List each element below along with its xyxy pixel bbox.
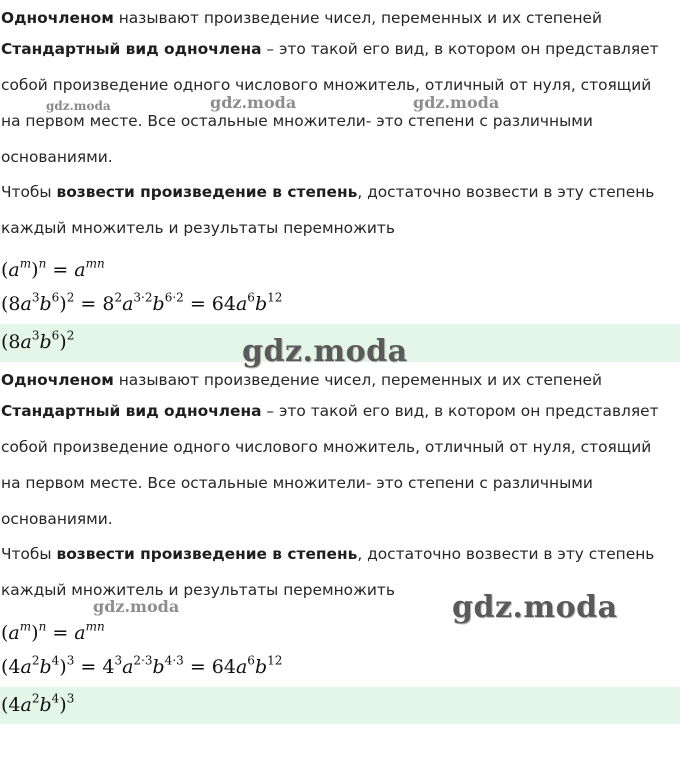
standard-form-line-2: собой произведение одного числового множитель, отличный от нуля, стоящий [1, 76, 652, 94]
answer-formula: $(8a^3b^6)^2$ [1, 328, 75, 353]
watermark: gdz.moda [242, 334, 408, 369]
standard-form-line-2: собой произведение одного числового множитель, отличный от нуля, стоящий [1, 438, 652, 456]
watermark: gdz.moda [93, 597, 180, 616]
standard-form-line-3: на первом месте. Все остальные множители- это степени с различными [1, 112, 593, 130]
term-power-of-product: возвести произведение в степень [56, 183, 358, 201]
calculation-formula: $(4a^2b^4)^3 = 4^3a^{2\cdot 3}b^{4\cdot 3} = 64a^6b^{12}$ [1, 653, 283, 678]
term-monomial: Одночленом [1, 9, 114, 27]
power-rule-text-line-2: каждый множитель и результаты перемножить [1, 581, 395, 599]
standard-form-definition: Стандартный вид одночлена – это такой его вид, в котором он представляет [1, 402, 659, 420]
term-power-of-product: возвести произведение в степень [56, 545, 358, 563]
standard-form-line-4: основаниями. [1, 148, 113, 166]
standard-form-definition: Стандартный вид одночлена – это такой его вид, в котором он представляет [1, 40, 659, 58]
monomial-definition: Одночленом называют произведение чисел, переменных и их степеней [1, 371, 602, 389]
power-rule-text-line-2: каждый множитель и результаты перемножить [1, 219, 395, 237]
calculation-formula: $(8a^3b^6)^2 = 8^2a^{3\cdot 2}b^{6\cdot 2} = 64a^6b^{12}$ [1, 290, 283, 315]
power-rule-text: Чтобы возвести произведение в степень, достаточно возвести в эту степень [1, 183, 655, 201]
term-standard-form: Стандартный вид одночлена [1, 40, 262, 58]
power-rule-text: Чтобы возвести произведение в степень, достаточно возвести в эту степень [1, 545, 655, 563]
watermark: gdz.moda [452, 590, 618, 625]
term-standard-form: Стандартный вид одночлена [1, 402, 262, 420]
power-rule-formula: $(a^m)^n = a^{mn}$ [1, 619, 105, 644]
monomial-definition: Одночленом называют произведение чисел, переменных и их степеней [1, 9, 602, 27]
watermark: gdz.moda [210, 93, 297, 112]
watermark: gdz.moda [413, 93, 500, 112]
power-rule-formula: $(a^m)^n = a^{mn}$ [1, 256, 105, 281]
standard-form-line-4: основаниями. [1, 510, 113, 528]
standard-form-line-3: на первом месте. Все остальные множители- это степени с различными [1, 474, 593, 492]
answer-band [0, 687, 680, 724]
watermark: gdz.moda [46, 99, 111, 113]
answer-formula: $(4a^2b^4)^3$ [1, 691, 75, 716]
term-monomial: Одночленом [1, 371, 114, 389]
